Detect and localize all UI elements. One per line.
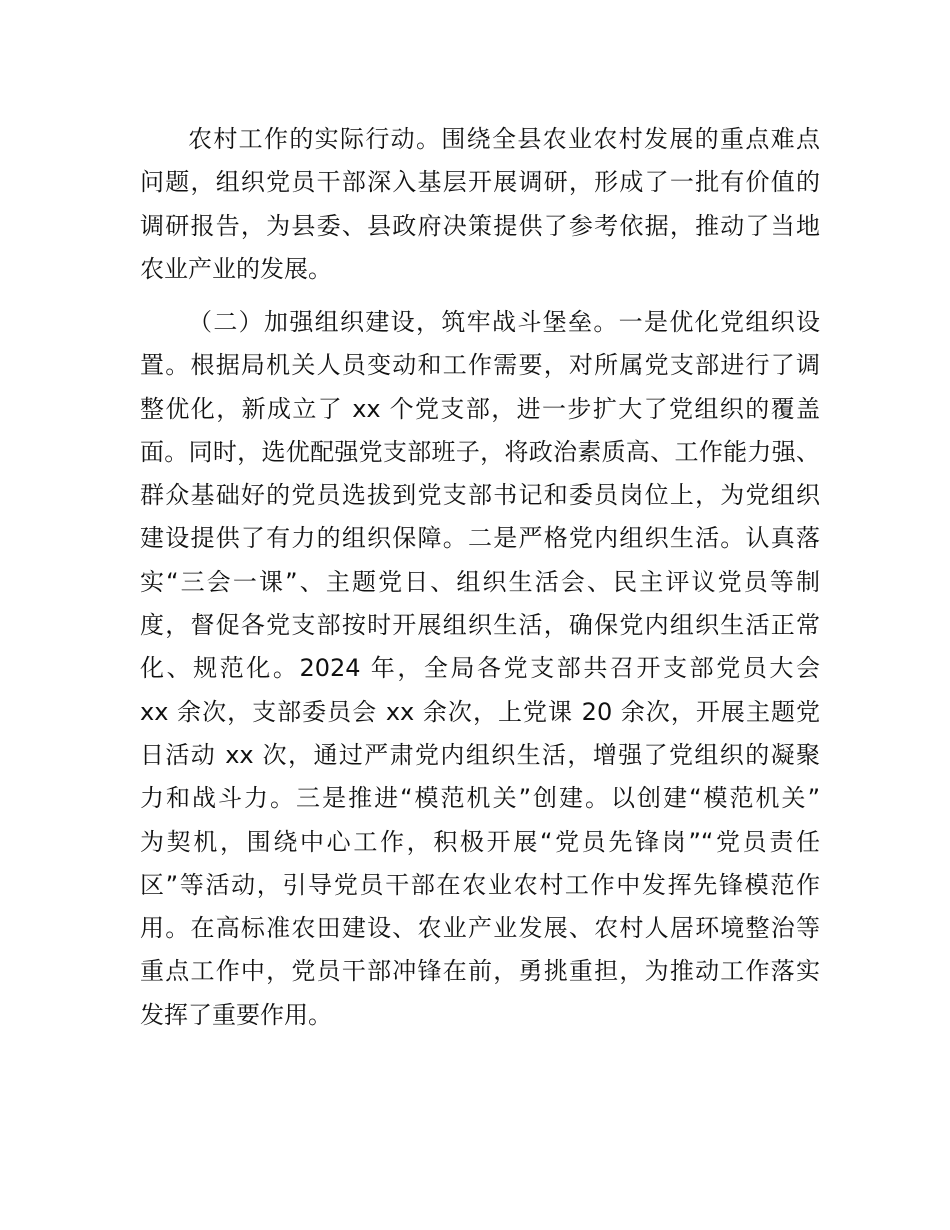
paragraph-line: 问题，组织党员干部深入基层开展调研，形成了一批有价值的: [140, 168, 820, 197]
paragraph-line: 用。在高标准农田建设、农业产业发展、农村人居环境整治等: [140, 914, 820, 943]
paragraph-line: 实“三会一课”、主题党日、组织生活会、民主评议党员等制: [140, 567, 820, 596]
paragraph-line: 农业产业的发展。: [140, 254, 332, 283]
paragraph-line: 农村工作的实际行动。围绕全县农业农村发展的重点难点: [188, 125, 820, 153]
paragraph-line: 重点工作中，党员干部冲锋在前，勇挑重担，为推动工作落实: [140, 957, 820, 986]
paragraph-line: 化、规范化。2024 年，全局各党支部共召开支部党员大会: [140, 654, 820, 683]
paragraph-line: 度，督促各党支部按时开展组织生活，确保党内组织生活正常: [140, 611, 820, 640]
paragraph-line: 建设提供了有力的组织保障。二是严格党内组织生活。认真落: [140, 524, 820, 553]
paragraph-line: 整优化，新成立了 xx 个党支部，进一步扩大了党组织的覆盖: [140, 394, 820, 423]
paragraph-line: 日活动 xx 次，通过严肃党内组织生活，增强了党组织的凝聚: [140, 740, 820, 769]
paragraph-line: 面。同时，选优配强党支部班子，将政治素质高、工作能力强、: [140, 437, 820, 466]
paragraph-line: 调研报告，为县委、县政府决策提供了参考依据，推动了当地: [140, 211, 820, 240]
paragraph-line: 为契机，围绕中心工作，积极开展“党员先锋岗”“党员责任: [140, 827, 820, 856]
paragraph-line: 置。根据局机关人员变动和工作需要，对所属党支部进行了调: [140, 351, 820, 380]
paragraph-2: [140, 301, 820, 1037]
paragraph-line: xx 余次，支部委员会 xx 余次，上党课 20 余次，开展主题党: [140, 697, 820, 726]
paragraph-line: （二）加强组织建设，筑牢战斗堡垒。一是优化党组织设: [188, 308, 820, 336]
paragraph-line: 力和战斗力。三是推进“模范机关”创建。以创建“模范机关”: [140, 784, 820, 813]
paragraph-1: [140, 118, 820, 291]
paragraph-line: 发挥了重要作用。: [140, 1000, 332, 1029]
paragraph-line: 区”等活动，引导党员干部在农业农村工作中发挥先锋模范作: [140, 870, 820, 899]
paragraph-line: 群众基础好的党员选拔到党支部书记和委员岗位上，为党组织: [140, 481, 820, 510]
